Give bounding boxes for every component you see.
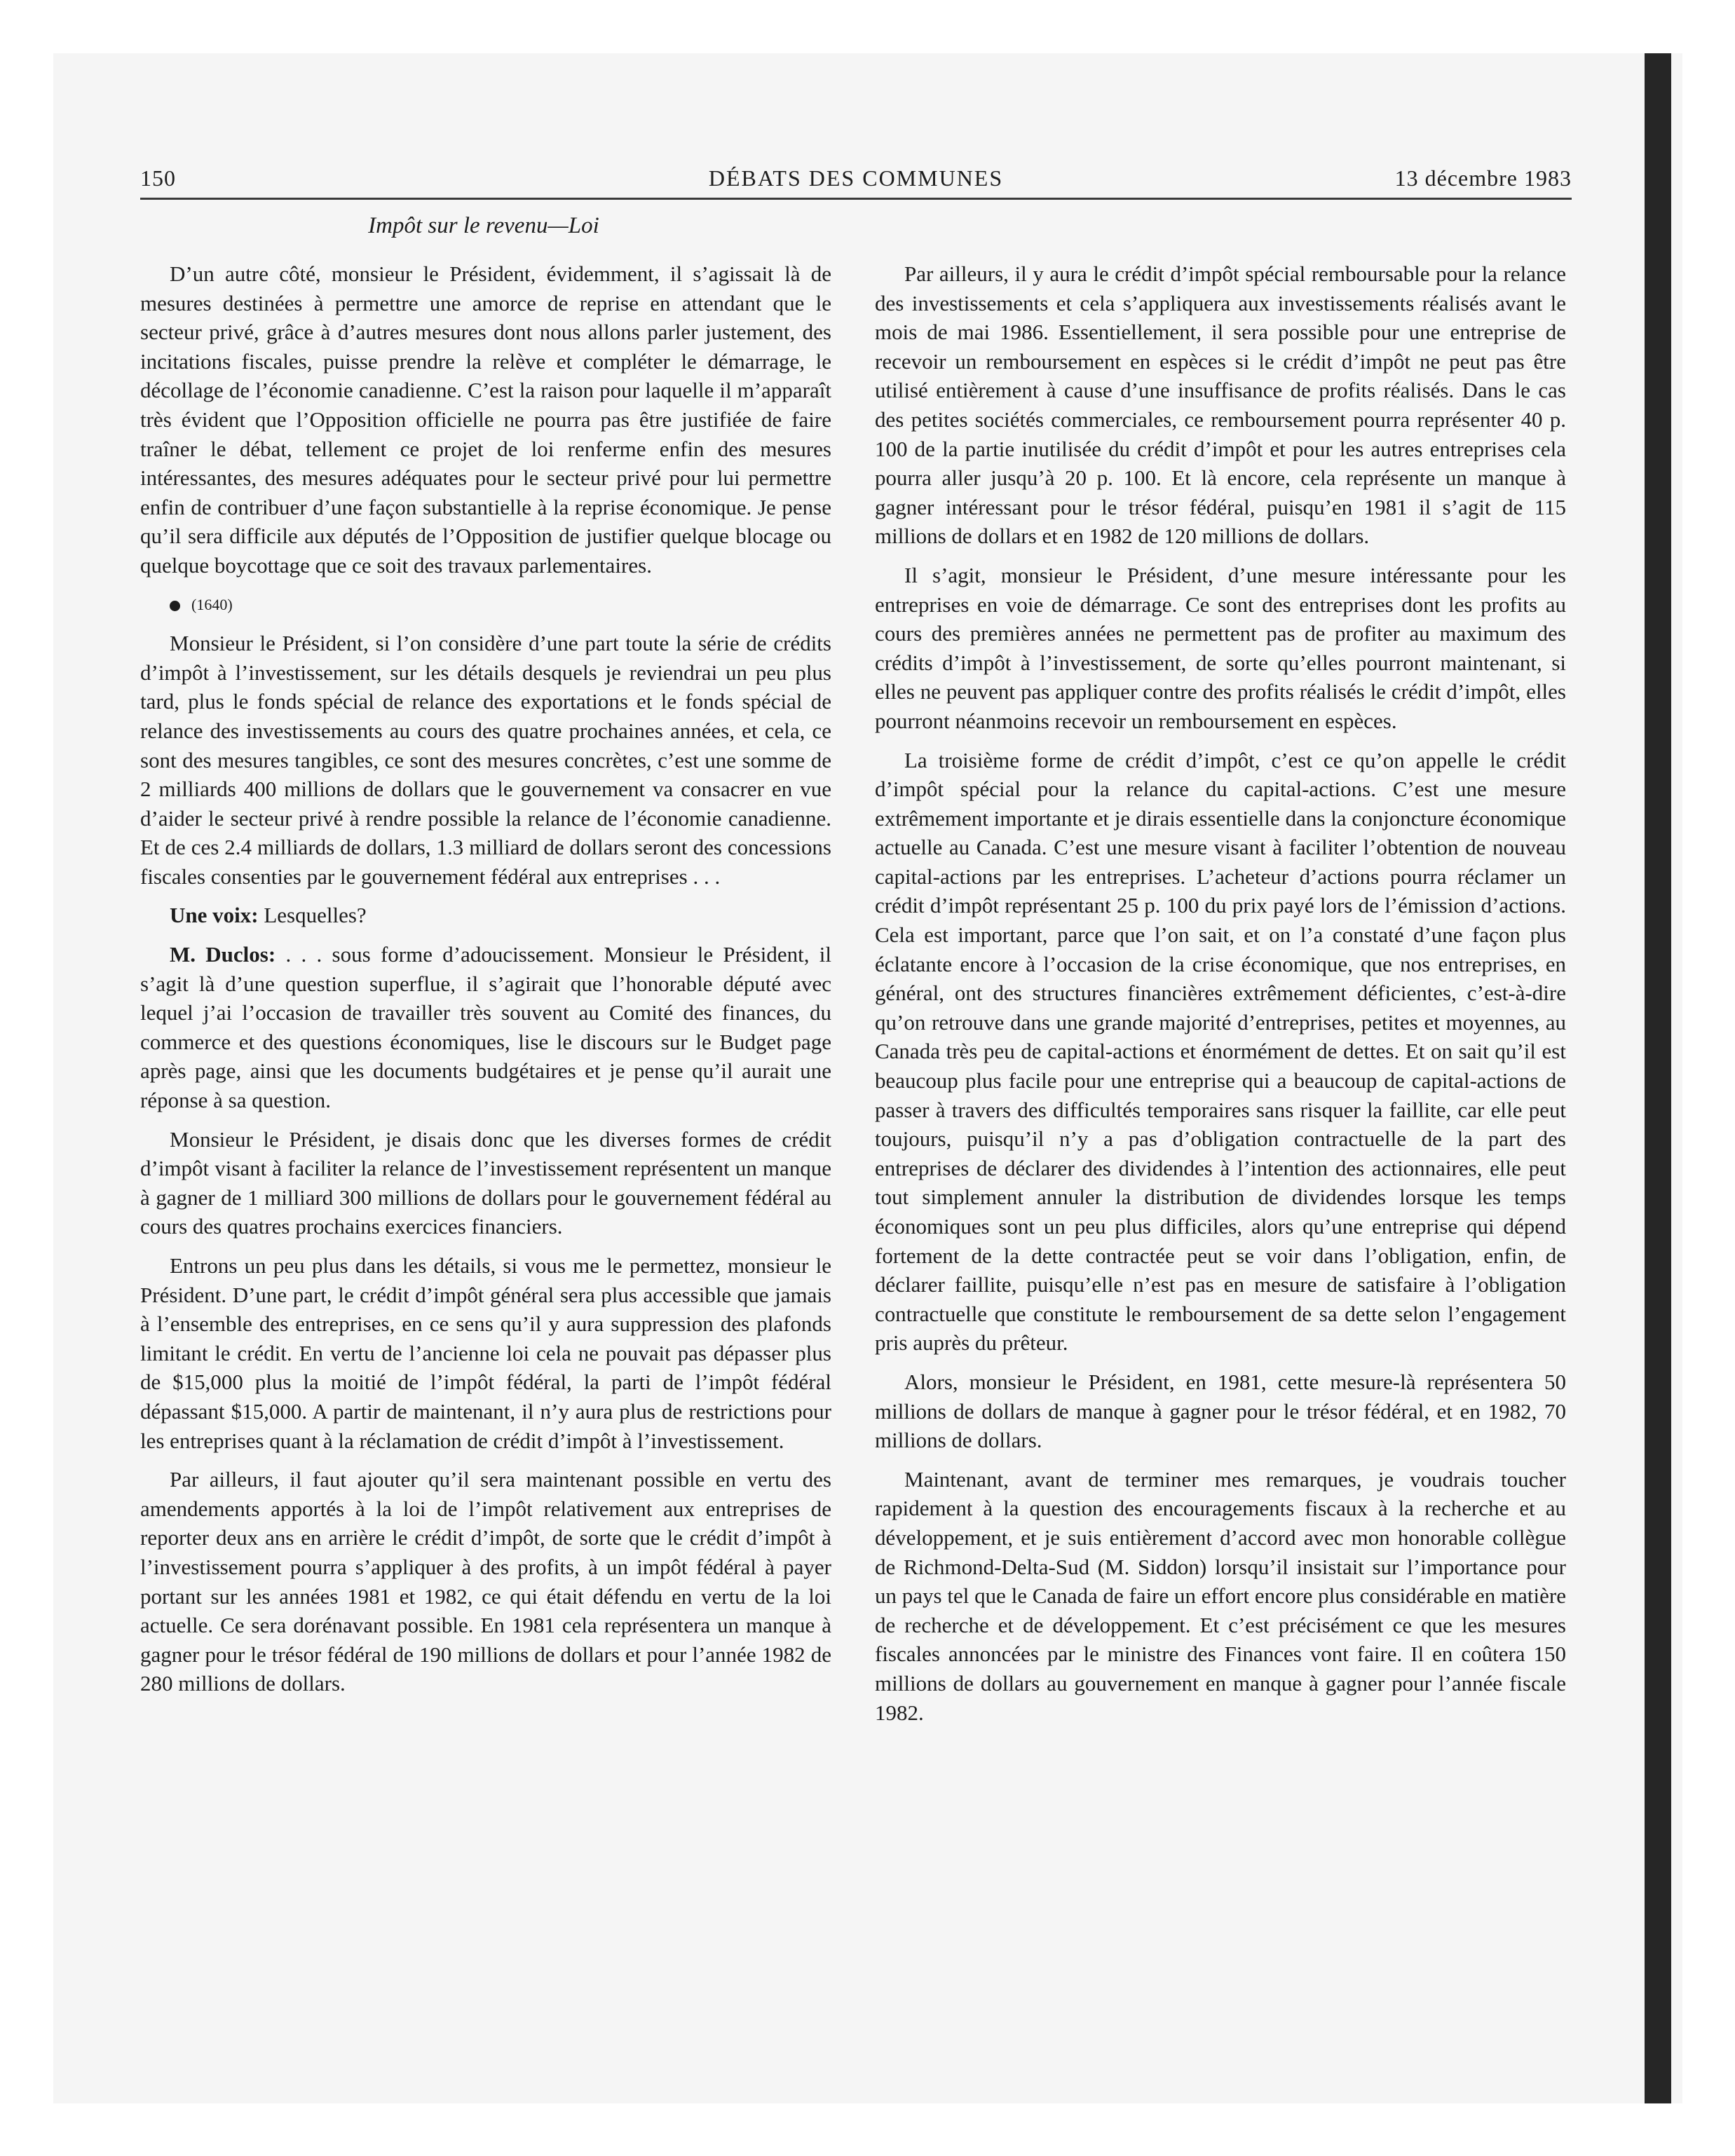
paragraph: Il s’agit, monsieur le Président, d’une mesure intéressante pour les entreprises en voie de démarrage. Ce sont des entreprises dont les profits au cours des premières années ne permettent pas de profiter au maximum des crédits d’impôt à l’investissement, de sorte qu’elles pourront maintenant, si elles ne peuvent pas appliquer contre des profits réalisés le crédit d’impôt, elles pourront néanmoins recevoir un remboursement en espèces. [875,562,1566,733]
paragraph: Par ailleurs, il y aura le crédit d’impôt spécial remboursable pour la relance des investissements et cela s’appliquera aux investissements réalisés avant le mois de mai 1986. Essentiellement, il sera possible pour une entreprise de recevoir un remboursement en espèces si le crédit d’impôt ne peut pas être utilisé entièrement à cause d’une insuffisance de profits réalisés. Dans le cas des petites sociétés commerciales, ce remboursement pourra représenter 40 p. 100 de la partie inutilisée du crédit d’impôt et pour les autres entreprises cela pourra aller jusqu’à 20 p. 100. Et là encore, cela représente un manque à gagner intéressant pour le trésor fédéral, puisqu’en 1981 il s’agit de 115 millions de dollars et en 1982 de 120 millions de dollars. [875,261,1566,549]
paragraph: La troisième forme de crédit d’impôt, c’est ce qu’on appelle le crédit d’impôt spécial pour la relance du capital-actions. C’est une mesure extrêmement importante et je dirais essentielle dans la conjoncture économique actuelle au Canada. C’est une mesure visant à faciliter l’obtention de nouveau capital-actions par les entreprises. L’acheteur d’actions pourra réclamer un crédit d’impôt représentant 25 p. 100 du prix payé lors de l’émission d’actions. Cela est important, parce que l’on sait, et on l’a constaté d’une façon plus éclatante encore à l’occasion de la crise économique, que nos entreprises, en général, ont des structures financières extrêmement déficientes, c’est-à-dire qu’on retrouve dans une grande majorité d’entreprises, petites et moyennes, au Canada très peu de capital-actions et énormément de dettes. Et on sait qu’il est beaucoup plus facile pour une entreprise qui a beaucoup de capital-actions de passer à travers des difficultés temporaires sans risquer la faillite, car elle peut toujours, puisqu’il n’y a pas d’obligation contractuelle de la part des entreprises de déclarer des dividendes à l’intention des actionnaires, elle peut tout simplement annuler la distribution de dividendes lorsque les temps économiques sont un peu plus difficiles, alors qu’une entreprise qui dépend fortement de la dette contractée peut se voir dans l’obligation, enfin, de déclarer faillite, puisqu’elle n’est pas en mesure de satisfaire à l’obligation contractuelle que constitute le remboursement de sa dette selon l’engagement pris auprès du prêteur. [875,747,1566,1356]
speaker-name: Une voix: [170,903,259,928]
speech-text: Lesquelles? [264,903,367,928]
page-header [140,165,1572,198]
paragraph: Monsieur le Président, si l’on considère d’une part toute la série de crédits d’impôt à l’investissement, sur les détails desquels je reviendrai un peu plus tard, plus le fonds spécial de relance des exportations et le fonds spécial de relance des investissements au cours des quatre prochaines années, et cela, ce sont des mesures tangibles, ce sont des mesures concrètes, c’est une somme de 2 milliards 400 millions de dollars que le gouvernement va consacrer en vue d’aider le secteur privé à rendre possible la relance de l’économie canadienne. Et de ces 2.4 milliards de dollars, 1.3 milliard de dollars seront des concessions fiscales consenties par le gouvernement fédéral aux entreprises . . . [140,631,831,889]
speaker-paragraph [140,940,831,1115]
speaker-name: M. Duclos: [170,942,276,967]
time-marker [140,590,831,620]
sitting-date: 13 décembre 1983 [1394,165,1572,191]
bullet-icon [170,601,180,611]
speech-text: . . . sous forme d’adoucissement. Monsieur le Président, il s’agit là d’une question superflue, il s’agirait que l’honorable député avec lequel j’ai l’occasion de travailler très souvent au Comité des finances, du commerce et des questions économiques, lise le discours sur le Budget page après page, ainsi que les documents budgétaires et je pense qu’il aurait une réponse à sa question. [140,942,831,1113]
section-subtitle: Impôt sur le revenu—Loi [368,213,599,238]
paragraph: Par ailleurs, il faut ajouter qu’il sera maintenant possible en vertu des amendements apportés à la loi de l’impôt relativement aux entreprises de reporter deux ans en arrière le crédit d’impôt, de sorte que le crédit d’impôt à l’investissement pourra s’appliquer à des profits, à un impôt fédéral à payer portant sur les années 1981 et 1982, ce qui était défendu en vertu de la loi actuelle. Ce sera dorénavant possible. En 1981 cela représentera un manque à gagner pour le trésor fédéral de 190 millions de dollars et pour l’année 1982 de 280 millions de dollars. [140,1467,831,1696]
scan-edge-shadow [1645,53,1671,2103]
page-number: 150 [140,165,176,191]
time-marker-label: (1640) [191,595,233,613]
header-rule [140,198,1572,200]
paragraph: D’un autre côté, monsieur le Président, évidemment, il s’agissait là de mesures destinées à permettre une amorce de reprise en attendant que le secteur privé, grâce à d’autres mesures dont nous allons parler justement, des incitations fiscales, puisse prendre la relève et compléter le démarrage, le décollage de l’économie canadienne. C’est la raison pour laquelle il m’apparaît très évident que l’Opposition officielle ne pourra pas être justifiée de faire traîner le débat, tellement ce projet de loi renferme enfin des mesures intéressantes, des mesures adéquates pour le secteur privé pour lui permettre enfin de contribuer d’une façon substantielle à la reprise économique. Je pense qu’il sera difficile aux députés de l’Opposition de justifier quelque blocage ou quelque boycottage que ce soit des travaux parlementaires. [140,261,831,578]
paragraph: Monsieur le Président, je disais donc que les diverses formes de crédit d’impôt visant à faciliter la relance de l’investissement représentent un manque à gagner de 1 milliard 300 millions de dollars pour le gouvernement fédéral au cours des quatres prochains exercices financiers. [140,1126,831,1239]
publication-title: DÉBATS DES COMMUNES [708,165,1004,191]
right-column [875,259,1566,1737]
left-column [140,259,831,1708]
paragraph: Entrons un peu plus dans les détails, si vous me le permettez, monsieur le Président. D’une part, le crédit d’impôt général sera plus accessible que jamais à l’ensemble des entreprises, en ce sens qu’il y aura suppression des plafonds limitant le crédit. En vertu de l’ancienne loi cela ne pouvait pas dépasser plus de $15,000 plus la moitié de l’impôt fédéral, la parti de l’impôt fédéral dépassant $15,000. A partir de maintenant, il n’y aura plus de restrictions pour les entreprises quant à la réclamation de crédit d’impôt à l’investissement. [140,1253,831,1453]
speaker-paragraph [140,901,831,930]
paragraph: Maintenant, avant de terminer mes remarques, je voudrais toucher rapidement à la question des encouragements fiscaux à la recherche et au développement, et je suis entièrement d’accord avec mon honorable collègue de Richmond-Delta-Sud (M. Siddon) lorsqu’il insistait sur l’importance pour un pays tel que le Canada de faire un effort encore plus considérable en matière de recherche et de développement. Et c’est précisément ce que les mesures fiscales annoncées par le ministre des Finances vont faire. Il en coûtera 150 millions de dollars au gouvernement en manque à gagner pour l’année fiscale 1982. [875,1466,1566,1725]
paragraph: Alors, monsieur le Président, en 1981, cette mesure-là représentera 50 millions de dollars de manque à gagner pour le trésor fédéral, et en 1982, 70 millions de dollars. [875,1369,1566,1453]
